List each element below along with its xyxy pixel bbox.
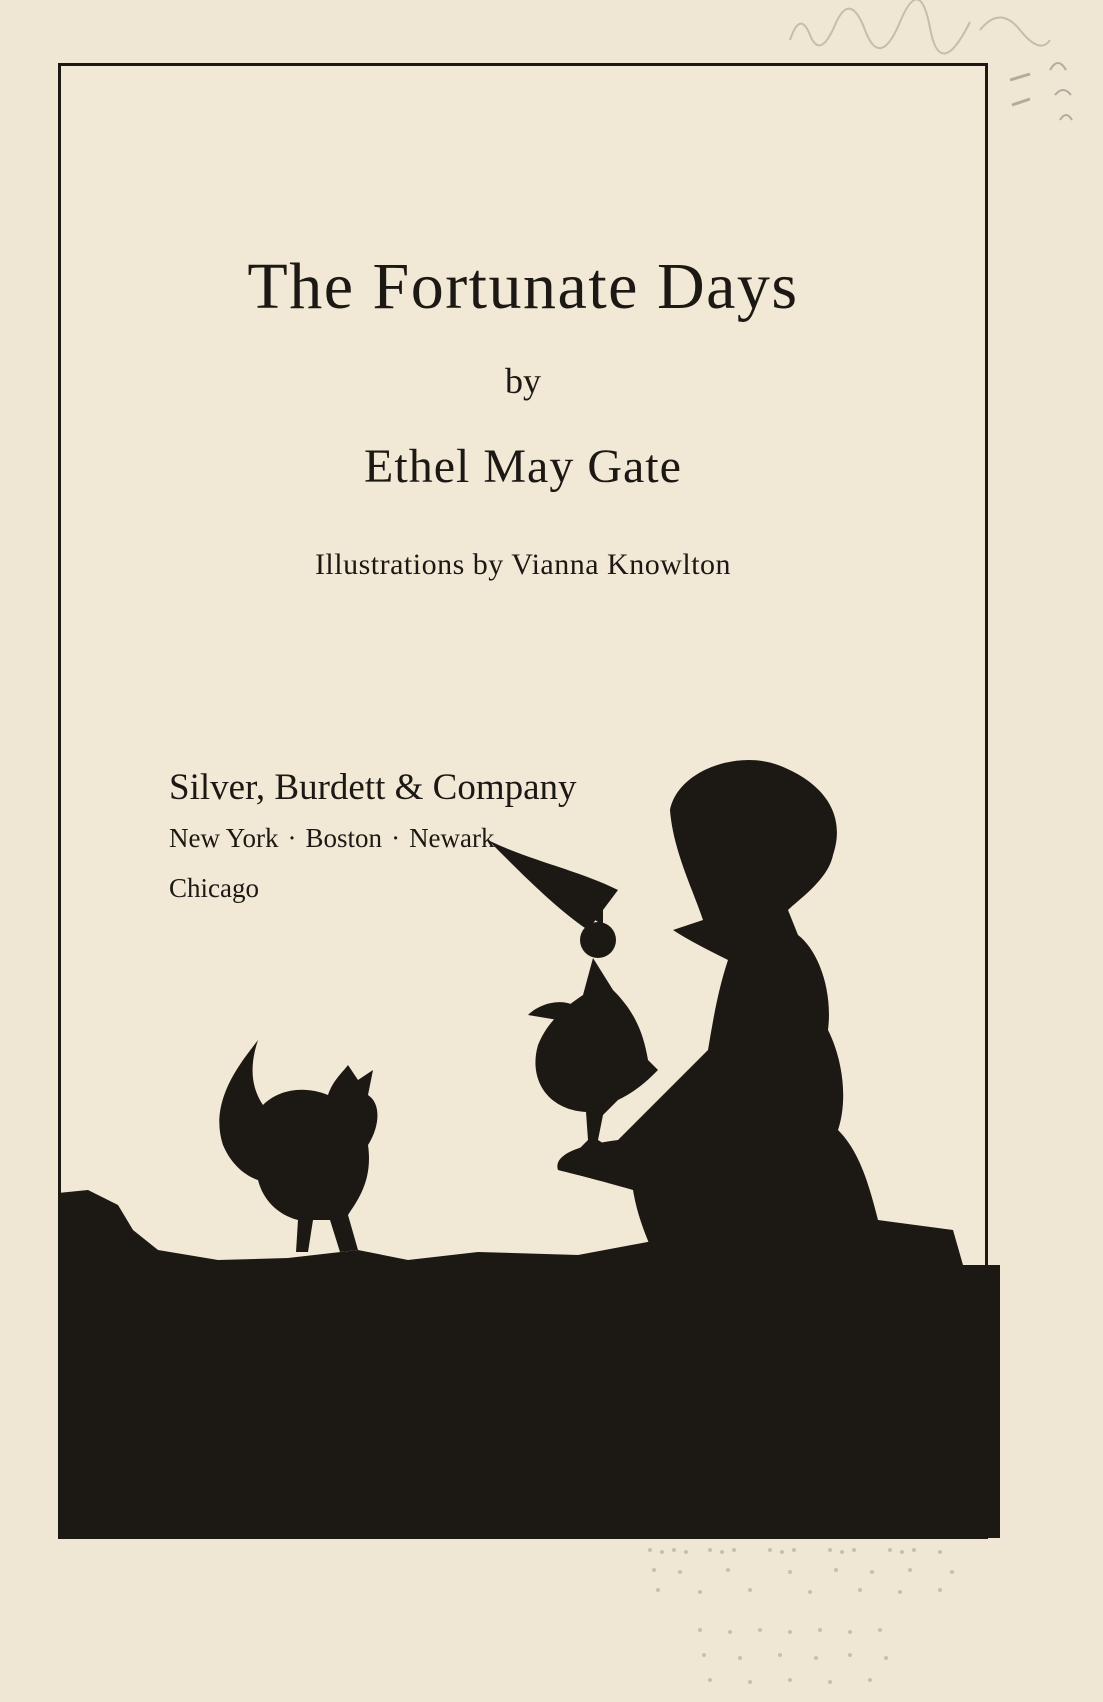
by-label: by	[505, 361, 541, 401]
city-boston: Boston	[305, 823, 383, 853]
publisher-city-chicago: Chicago	[169, 873, 259, 903]
cat-silhouette	[219, 1040, 377, 1252]
city-separator: ·	[287, 823, 297, 853]
illustrator-credit: Illustrations by Vianna Knowlton	[314, 548, 732, 581]
author-name: Ethel May Gate	[364, 440, 682, 493]
library-perforated-stamp	[640, 1530, 1020, 1702]
book-title: The Fortunate Days	[247, 250, 799, 323]
publisher-name: Silver, Burdett & Company	[169, 767, 577, 808]
city-new-york: New York	[169, 823, 279, 853]
city-separator: ·	[391, 823, 401, 853]
silhouette-illustration	[58, 760, 1003, 1540]
fairy-silhouette	[488, 840, 658, 1150]
city-newark: Newark	[409, 823, 495, 853]
